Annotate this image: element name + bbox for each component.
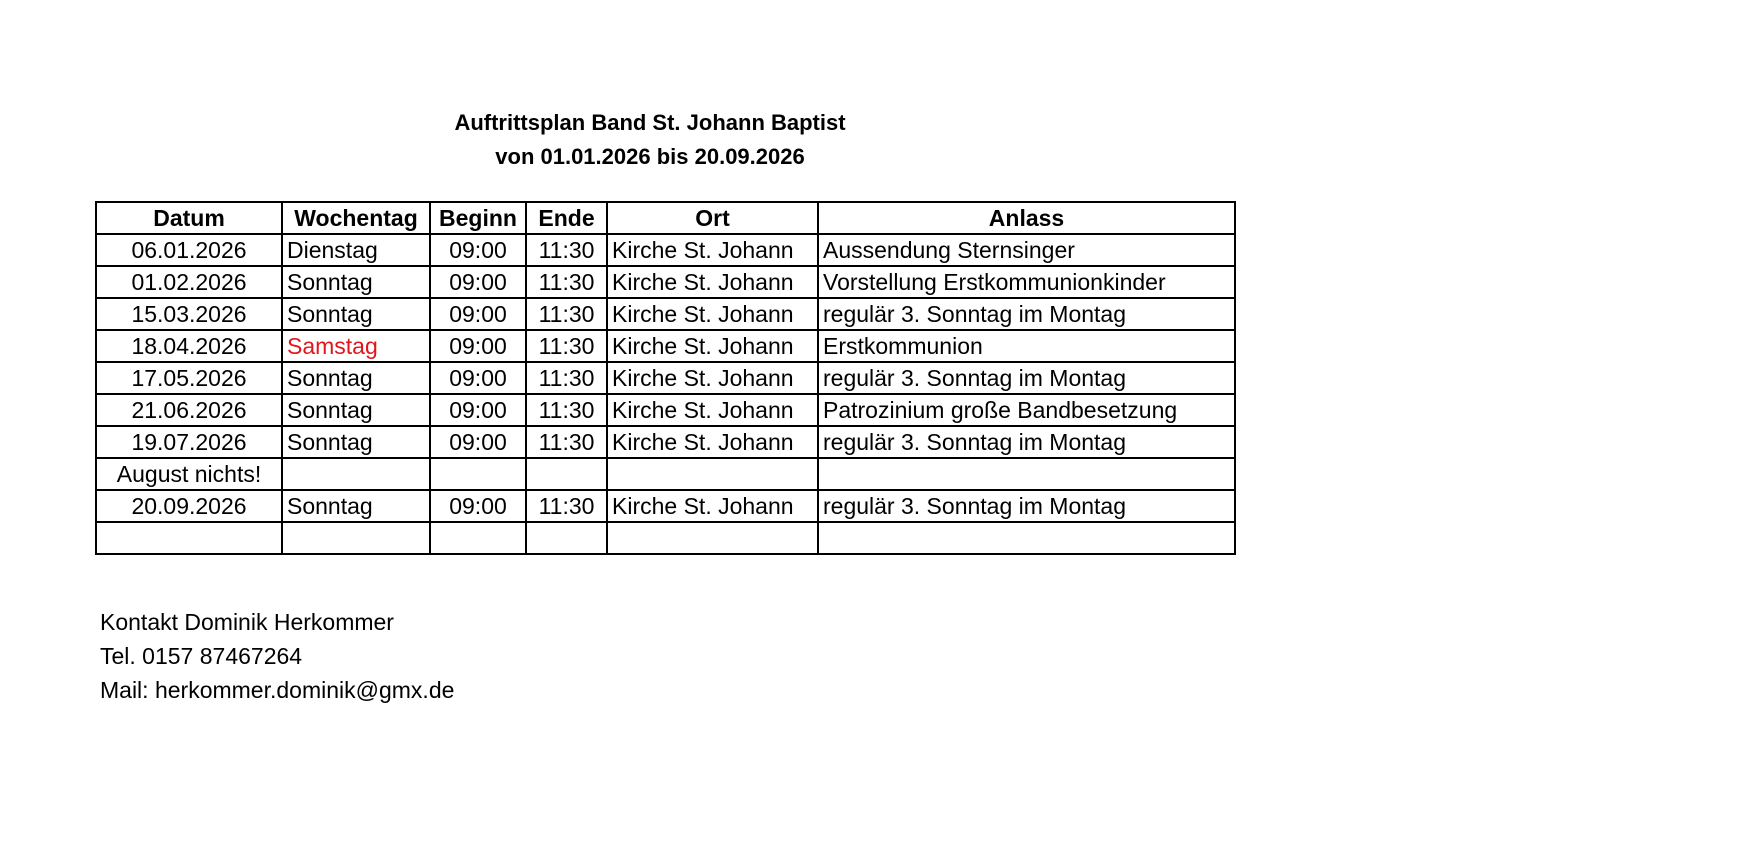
table-row <box>96 458 1235 490</box>
cell-wochentag-highlighted: Samstag <box>282 330 430 362</box>
cell-ende: 11:30 <box>526 234 607 266</box>
cell-datum: 17.05.2026 <box>96 362 282 394</box>
cell-wochentag: Sonntag <box>282 266 430 298</box>
cell-anlass: Vorstellung Erstkommunionkinder <box>818 266 1235 298</box>
contact-name: Kontakt Dominik Herkommer <box>100 609 394 635</box>
cell-ort: Kirche St. Johann <box>607 362 818 394</box>
cell-beginn: 09:00 <box>430 426 526 458</box>
table-row <box>96 394 1235 426</box>
cell-beginn: 09:00 <box>430 394 526 426</box>
cell-beginn: 09:00 <box>430 298 526 330</box>
cell-ende: 11:30 <box>526 298 607 330</box>
cell-datum: 19.07.2026 <box>96 426 282 458</box>
cell-wochentag: Sonntag <box>282 298 430 330</box>
cell-wochentag <box>282 458 430 490</box>
cell-wochentag: Sonntag <box>282 362 430 394</box>
table-row <box>96 490 1235 522</box>
cell-datum: 20.09.2026 <box>96 490 282 522</box>
cell-datum: 21.06.2026 <box>96 394 282 426</box>
cell-datum: 15.03.2026 <box>96 298 282 330</box>
cell-beginn: 09:00 <box>430 362 526 394</box>
cell-anlass <box>818 522 1235 554</box>
header-wochentag: Wochentag <box>282 202 430 234</box>
cell-ort: Kirche St. Johann <box>607 394 818 426</box>
header-beginn: Beginn <box>430 202 526 234</box>
table-row <box>96 266 1235 298</box>
cell-beginn: 09:00 <box>430 330 526 362</box>
cell-wochentag: Sonntag <box>282 394 430 426</box>
cell-beginn: 09:00 <box>430 234 526 266</box>
title-line-2: von 01.01.2026 bis 20.09.2026 <box>495 144 805 169</box>
cell-ort: Kirche St. Johann <box>607 266 818 298</box>
header-datum: Datum <box>96 202 282 234</box>
cell-anlass: regulär 3. Sonntag im Montag <box>818 298 1235 330</box>
cell-ende: 11:30 <box>526 362 607 394</box>
cell-wochentag: Sonntag <box>282 426 430 458</box>
table-row <box>96 330 1235 362</box>
cell-ende: 11:30 <box>526 426 607 458</box>
cell-datum: 01.02.2026 <box>96 266 282 298</box>
cell-ende: 11:30 <box>526 330 607 362</box>
cell-ort <box>607 458 818 490</box>
cell-datum: 06.01.2026 <box>96 234 282 266</box>
table-row-empty <box>96 522 1235 554</box>
table-row <box>96 234 1235 266</box>
table-row <box>96 362 1235 394</box>
cell-anlass: regulär 3. Sonntag im Montag <box>818 426 1235 458</box>
table-row <box>96 426 1235 458</box>
header-ende: Ende <box>526 202 607 234</box>
document-title <box>440 106 860 174</box>
cell-anlass: regulär 3. Sonntag im Montag <box>818 490 1235 522</box>
cell-wochentag: Sonntag <box>282 490 430 522</box>
cell-ort: Kirche St. Johann <box>607 330 818 362</box>
cell-datum: August nichts! <box>96 458 282 490</box>
cell-ende: 11:30 <box>526 266 607 298</box>
cell-anlass: Erstkommunion <box>818 330 1235 362</box>
header-ort: Ort <box>607 202 818 234</box>
cell-beginn <box>430 458 526 490</box>
cell-wochentag <box>282 522 430 554</box>
cell-ende <box>526 522 607 554</box>
cell-beginn <box>430 522 526 554</box>
cell-wochentag: Dienstag <box>282 234 430 266</box>
cell-ende: 11:30 <box>526 394 607 426</box>
table-row <box>96 298 1235 330</box>
cell-ort: Kirche St. Johann <box>607 234 818 266</box>
cell-anlass: Patrozinium große Bandbesetzung <box>818 394 1235 426</box>
cell-ort: Kirche St. Johann <box>607 490 818 522</box>
cell-anlass: Aussendung Sternsinger <box>818 234 1235 266</box>
cell-ort: Kirche St. Johann <box>607 426 818 458</box>
contact-mail: Mail: herkommer.dominik@gmx.de <box>100 677 455 703</box>
schedule-table <box>95 201 1236 555</box>
cell-ort <box>607 522 818 554</box>
header-row <box>96 202 1235 234</box>
cell-anlass <box>818 458 1235 490</box>
cell-datum <box>96 522 282 554</box>
cell-anlass: regulär 3. Sonntag im Montag <box>818 362 1235 394</box>
header-anlass: Anlass <box>818 202 1235 234</box>
cell-beginn: 09:00 <box>430 490 526 522</box>
cell-ende <box>526 458 607 490</box>
contact-phone: Tel. 0157 87467264 <box>100 643 303 669</box>
cell-ort: Kirche St. Johann <box>607 298 818 330</box>
title-line-1: Auftrittsplan Band St. Johann Baptist <box>454 110 846 135</box>
cell-datum: 18.04.2026 <box>96 330 282 362</box>
contact-block <box>100 605 454 707</box>
cell-ende: 11:30 <box>526 490 607 522</box>
cell-beginn: 09:00 <box>430 266 526 298</box>
